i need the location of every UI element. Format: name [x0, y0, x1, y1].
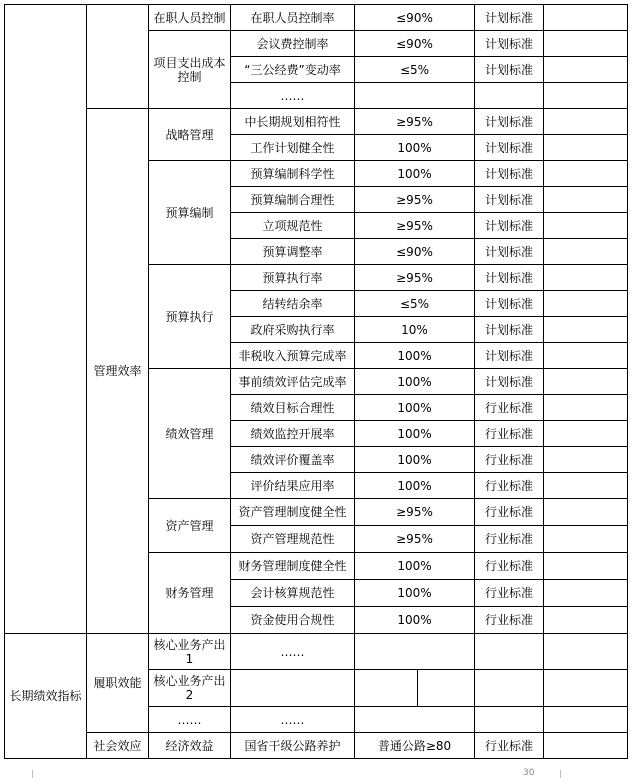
indicator-name-cell: ……	[231, 707, 355, 733]
level3-cell: 预算执行	[149, 265, 231, 369]
indicator-table	[4, 4, 628, 759]
target-value-cell	[355, 707, 475, 733]
target-value-cell: ≤5%	[355, 57, 475, 83]
level3-cell: 预算编制	[149, 161, 231, 265]
indicator-name-cell	[231, 670, 355, 707]
remark-cell	[544, 239, 628, 265]
remark-cell	[544, 707, 628, 733]
indicator-name-cell: 资产管理规范性	[231, 526, 355, 553]
indicator-name-cell: 资产管理制度健全性	[231, 499, 355, 526]
split-right	[418, 670, 474, 706]
standard-cell: 行业标准	[475, 607, 544, 634]
level1-cell-empty	[5, 5, 87, 634]
remark-cell	[544, 31, 628, 57]
remark-cell	[544, 526, 628, 553]
level3-cell: 战略管理	[149, 109, 231, 161]
remark-cell	[544, 57, 628, 83]
target-value-cell: 100%	[355, 607, 475, 634]
remark-cell	[544, 343, 628, 369]
target-value-cell: 100%	[355, 553, 475, 580]
target-value-cell: 100%	[355, 369, 475, 395]
indicator-name-cell: 预算调整率	[231, 239, 355, 265]
target-value-cell: ≥95%	[355, 499, 475, 526]
indicator-name-cell: 财务管理制度健全性	[231, 553, 355, 580]
indicator-name-cell: 中长期规划相符性	[231, 109, 355, 135]
table-row	[5, 733, 628, 759]
level1-cell: 长期绩效指标	[5, 634, 87, 759]
standard-cell: 计划标准	[475, 239, 544, 265]
level3-cell: ……	[149, 707, 231, 733]
page-number: 30	[523, 768, 535, 778]
standard-cell: 行业标准	[475, 580, 544, 607]
remark-cell	[544, 447, 628, 473]
split-left	[355, 670, 418, 706]
standard-cell: 计划标准	[475, 57, 544, 83]
target-value-cell-split	[355, 670, 475, 707]
table-row	[5, 634, 628, 670]
standard-cell: 计划标准	[475, 213, 544, 239]
target-value-cell: 100%	[355, 161, 475, 187]
target-value-cell: 100%	[355, 447, 475, 473]
level2-cell: 社会效应	[87, 733, 149, 759]
remark-cell	[544, 607, 628, 634]
target-value-cell: ≤90%	[355, 31, 475, 57]
indicator-name-cell: 结转结余率	[231, 291, 355, 317]
standard-cell: 行业标准	[475, 395, 544, 421]
standard-cell: 计划标准	[475, 343, 544, 369]
indicator-name-cell: 预算执行率	[231, 265, 355, 291]
standard-cell: 行业标准	[475, 421, 544, 447]
target-value-cell: ≤5%	[355, 291, 475, 317]
target-value-cell	[355, 83, 475, 109]
standard-cell	[475, 83, 544, 109]
remark-cell	[544, 317, 628, 343]
indicator-name-cell: ……	[231, 83, 355, 109]
crop-mark	[560, 770, 561, 778]
standard-cell: 计划标准	[475, 187, 544, 213]
standard-cell: 计划标准	[475, 317, 544, 343]
level3-cell: 经济效益	[149, 733, 231, 759]
target-value-cell: 100%	[355, 395, 475, 421]
standard-cell: 行业标准	[475, 526, 544, 553]
remark-cell	[544, 473, 628, 499]
crop-mark	[32, 770, 33, 778]
remark-cell	[544, 580, 628, 607]
level3-cell: 核心业务产出2	[149, 670, 231, 707]
standard-cell	[475, 670, 544, 707]
target-value-cell: 100%	[355, 421, 475, 447]
indicator-name-cell: 预算编制科学性	[231, 161, 355, 187]
standard-cell: 行业标准	[475, 473, 544, 499]
level2-cell: 管理效率	[87, 109, 149, 634]
standard-cell: 计划标准	[475, 109, 544, 135]
level3-cell: 项目支出成本控制	[149, 31, 231, 109]
table-row	[5, 109, 628, 135]
standard-cell: 计划标准	[475, 291, 544, 317]
level3-cell: 在职人员控制	[149, 5, 231, 31]
indicator-name-cell: 事前绩效评估完成率	[231, 369, 355, 395]
remark-cell	[544, 733, 628, 759]
indicator-name-cell: 会议费控制率	[231, 31, 355, 57]
level2-cell-empty	[87, 5, 149, 109]
indicator-name-cell: 政府采购执行率	[231, 317, 355, 343]
indicator-name-cell: 绩效监控开展率	[231, 421, 355, 447]
remark-cell	[544, 5, 628, 31]
target-value-cell: ≥95%	[355, 213, 475, 239]
standard-cell: 行业标准	[475, 499, 544, 526]
standard-cell	[475, 634, 544, 670]
indicator-name-cell: 在职人员控制率	[231, 5, 355, 31]
remark-cell	[544, 161, 628, 187]
remark-cell	[544, 499, 628, 526]
remark-cell	[544, 83, 628, 109]
target-value-cell: ≤90%	[355, 239, 475, 265]
indicator-name-cell: 非税收入预算完成率	[231, 343, 355, 369]
remark-cell	[544, 213, 628, 239]
indicator-name-cell: 资金使用合规性	[231, 607, 355, 634]
remark-cell	[544, 421, 628, 447]
indicator-name-cell: 绩效评价覆盖率	[231, 447, 355, 473]
indicator-name-cell: 评价结果应用率	[231, 473, 355, 499]
indicator-name-cell: 国省干级公路养护	[231, 733, 355, 759]
indicator-name-cell: ……	[231, 634, 355, 670]
target-value-cell: ≤90%	[355, 5, 475, 31]
standard-cell	[475, 707, 544, 733]
target-value-cell	[355, 634, 475, 670]
target-value-cell: 100%	[355, 135, 475, 161]
remark-cell	[544, 553, 628, 580]
remark-cell	[544, 109, 628, 135]
target-value-cell: 10%	[355, 317, 475, 343]
standard-cell: 计划标准	[475, 265, 544, 291]
remark-cell	[544, 291, 628, 317]
target-value-cell: 普通公路≥80	[355, 733, 475, 759]
standard-cell: 计划标准	[475, 369, 544, 395]
standard-cell: 行业标准	[475, 553, 544, 580]
target-value-cell: ≥95%	[355, 526, 475, 553]
remark-cell	[544, 135, 628, 161]
standard-cell: 行业标准	[475, 447, 544, 473]
target-value-cell: ≥95%	[355, 265, 475, 291]
indicator-name-cell: 绩效目标合理性	[231, 395, 355, 421]
level3-cell: 资产管理	[149, 499, 231, 553]
level3-cell: 绩效管理	[149, 369, 231, 499]
standard-cell: 计划标准	[475, 5, 544, 31]
standard-cell: 计划标准	[475, 31, 544, 57]
indicator-name-cell: “三公经费”变动率	[231, 57, 355, 83]
level2-cell: 履职效能	[87, 634, 149, 733]
target-value-cell: ≥95%	[355, 109, 475, 135]
target-value-cell: 100%	[355, 580, 475, 607]
level3-cell: 核心业务产出1	[149, 634, 231, 670]
target-value-cell: 100%	[355, 343, 475, 369]
standard-cell: 计划标准	[475, 135, 544, 161]
remark-cell	[544, 187, 628, 213]
level3-cell: 财务管理	[149, 553, 231, 634]
table-row	[5, 5, 628, 31]
indicator-name-cell: 预算编制合理性	[231, 187, 355, 213]
indicator-name-cell: 会计核算规范性	[231, 580, 355, 607]
remark-cell	[544, 395, 628, 421]
standard-cell: 计划标准	[475, 161, 544, 187]
target-value-cell: ≥95%	[355, 187, 475, 213]
target-value-cell: 100%	[355, 473, 475, 499]
remark-cell	[544, 265, 628, 291]
remark-cell	[544, 634, 628, 670]
remark-cell	[544, 670, 628, 707]
remark-cell	[544, 369, 628, 395]
indicator-name-cell: 工作计划健全性	[231, 135, 355, 161]
standard-cell: 行业标准	[475, 733, 544, 759]
indicator-name-cell: 立项规范性	[231, 213, 355, 239]
